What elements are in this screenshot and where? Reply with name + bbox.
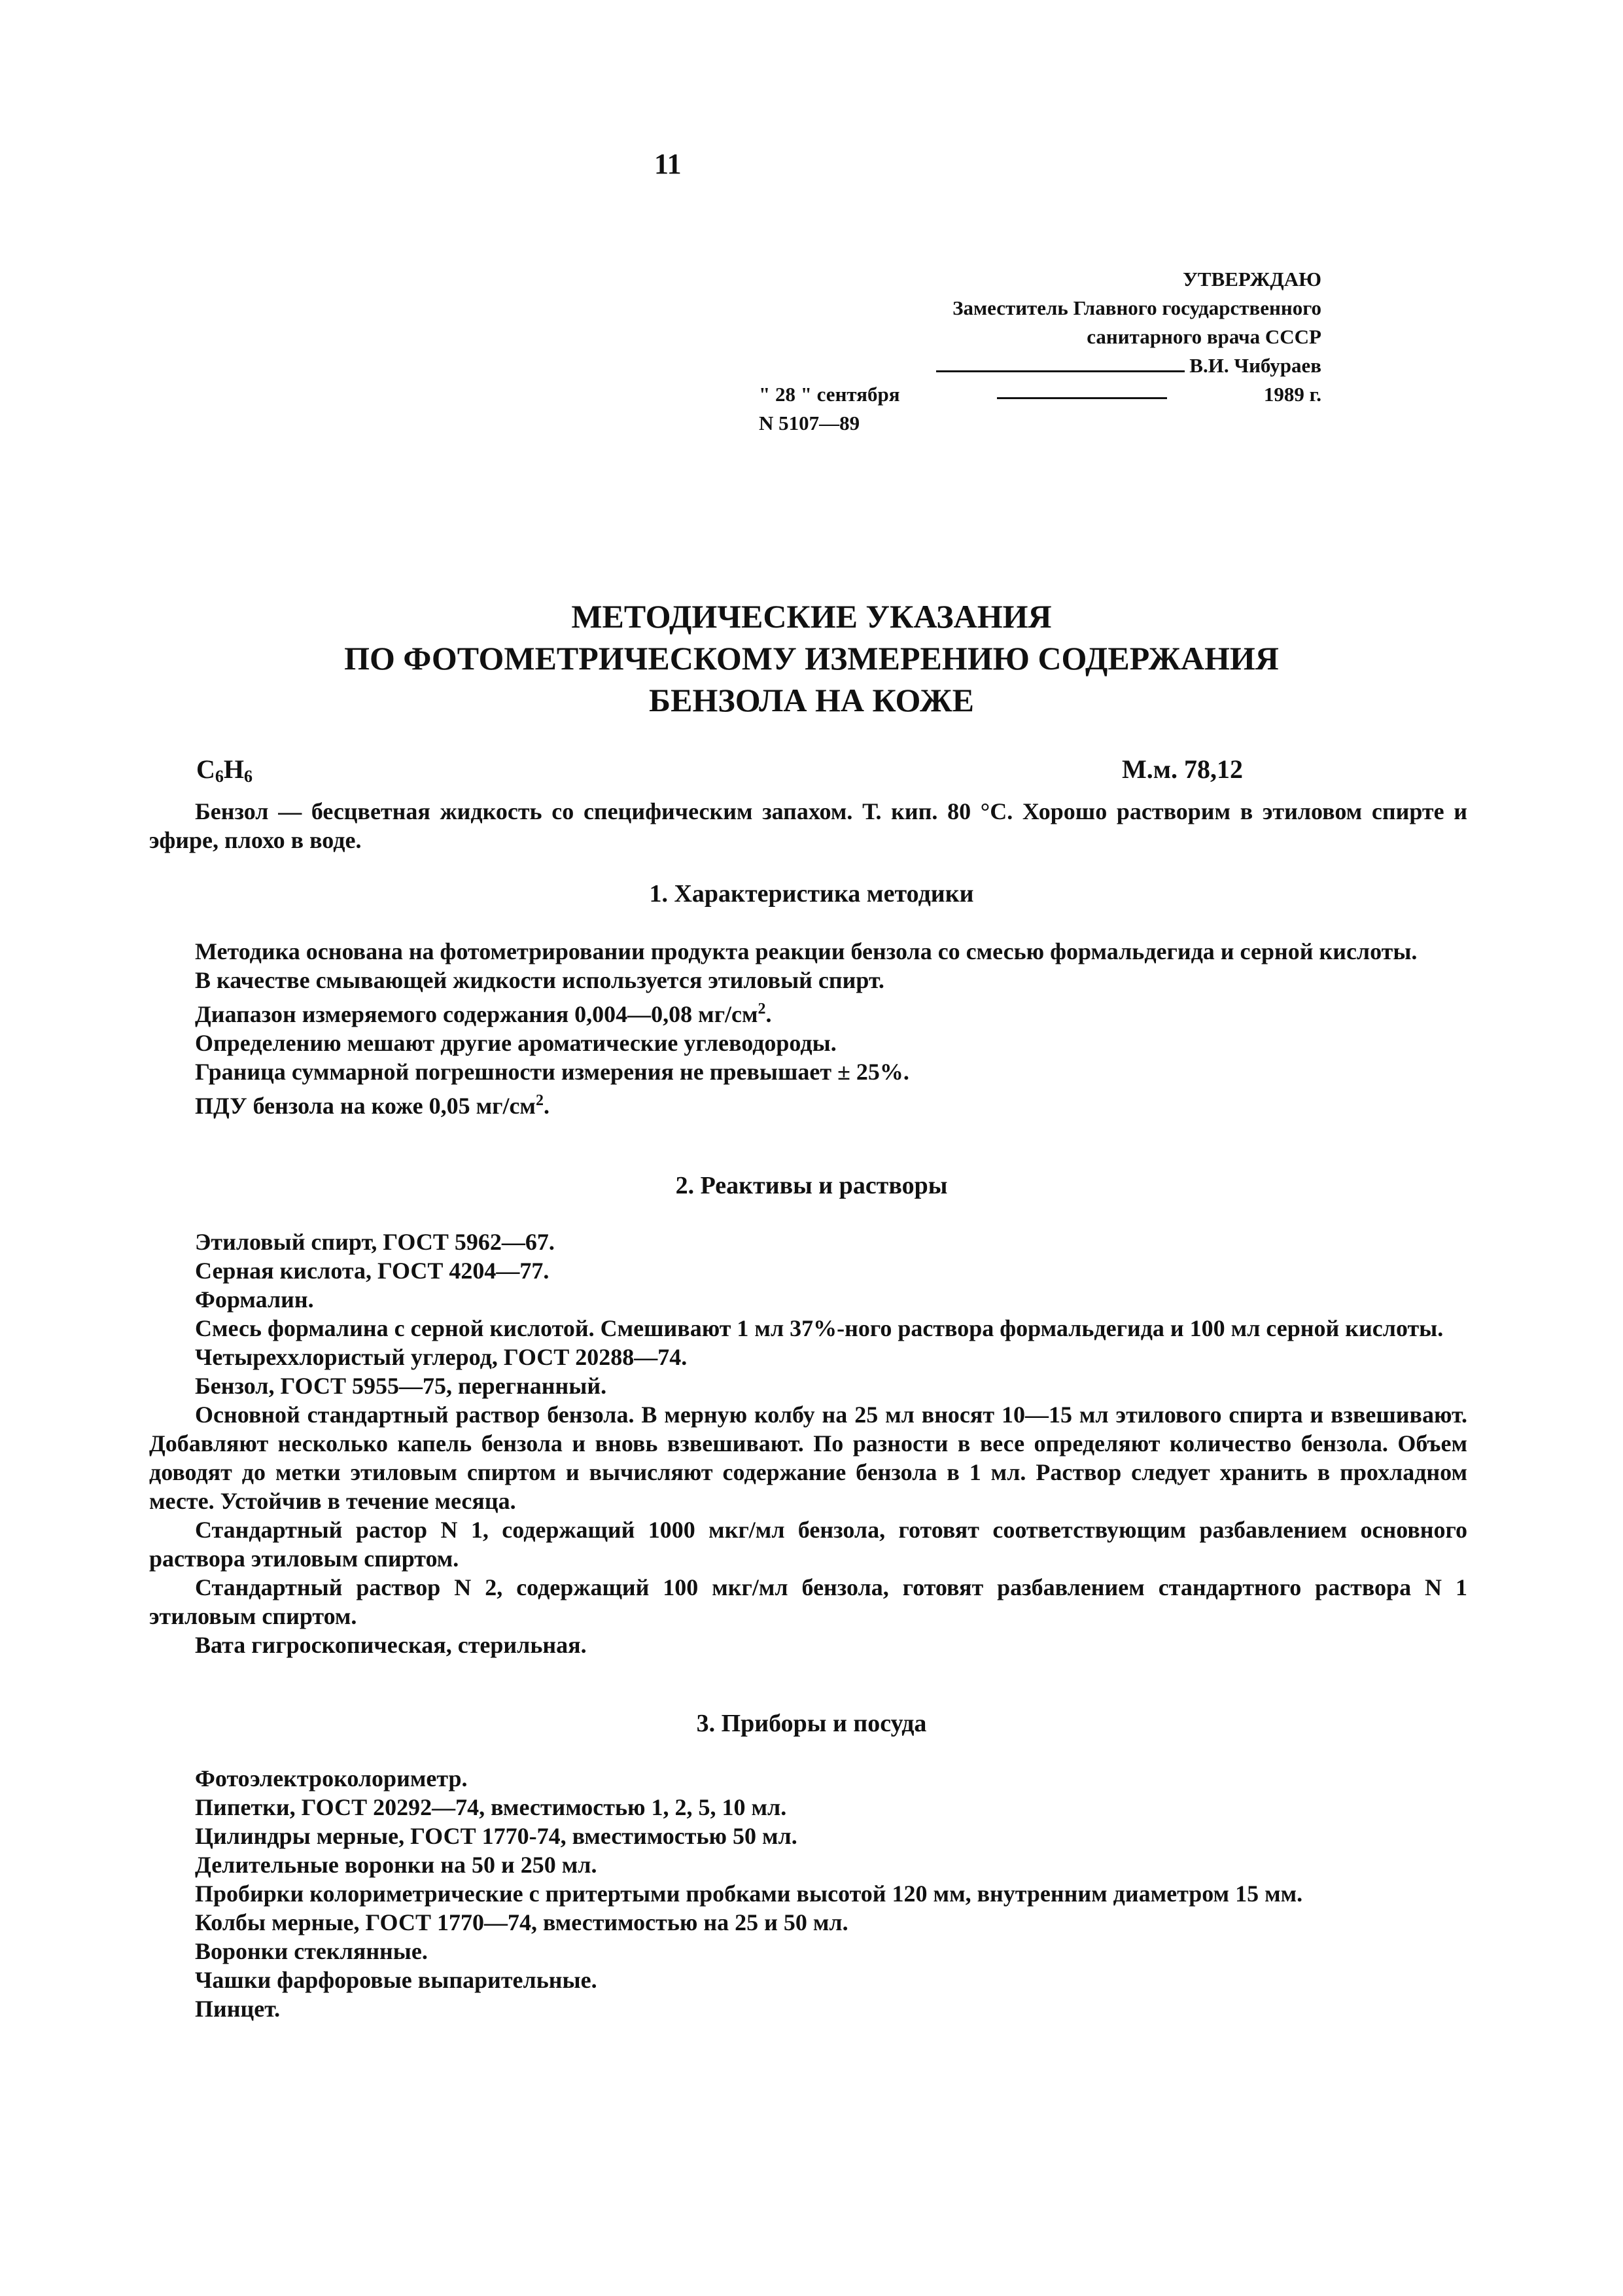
section-3-paragraph: Пробирки колориметрические с притертыми пробками высотой 120 мм, внутренним диаметром 15 мм. xyxy=(195,1881,1303,1907)
document-title xyxy=(0,595,1623,721)
section-2-paragraph: Серная кислота, ГОСТ 4204—77. xyxy=(195,1258,550,1284)
section-1-body xyxy=(149,937,1467,1120)
section-2-paragraph: Бензол, ГОСТ 5955—75, перегнанный. xyxy=(195,1373,607,1399)
section-3-paragraph: Чашки фарфоровые выпарительные. xyxy=(195,1967,597,1993)
section-2-paragraph: Четыреххлористый углерод, ГОСТ 20288—74. xyxy=(195,1344,688,1370)
section-2-heading: 2. Реактивы и растворы xyxy=(675,1172,948,1199)
section-2-body xyxy=(149,1227,1467,1659)
pdu-sup: 2 xyxy=(535,1092,544,1109)
signature-line xyxy=(936,353,1185,372)
range-sup: 2 xyxy=(758,1000,766,1017)
range-end: . xyxy=(765,1001,772,1027)
approval-heading: УТВЕРЖДАЮ xyxy=(1183,268,1321,291)
formula-h-sub: 6 xyxy=(244,767,253,786)
date-line xyxy=(997,380,1167,399)
section-3-paragraph: Пипетки, ГОСТ 20292—74, вместимостью 1, 2, 5, 10 мл. xyxy=(195,1794,787,1820)
section-3-heading: 3. Приборы и посуда xyxy=(696,1710,927,1737)
section-3-body xyxy=(149,1764,1467,2023)
approval-date-year: 1989 г. xyxy=(1263,383,1321,406)
formula-h: H xyxy=(223,754,245,784)
approval-signature-line xyxy=(759,351,1321,380)
section-2-paragraph: Смесь формалина с серной кислотой. Смешивают 1 мл 37%-ного раствора формальдегида и 100 мл серной кислоты. xyxy=(195,1315,1444,1341)
formula-c: C xyxy=(196,754,215,784)
section-3-paragraph: Воронки стеклянные. xyxy=(195,1938,428,1964)
approval-date xyxy=(759,380,1321,409)
pdu-text: ПДУ бензола на коже 0,05 мг/см xyxy=(195,1093,536,1119)
molar-mass: М.м. 78,12 xyxy=(1122,754,1243,784)
section-1-paragraph: В качестве смывающей жидкости используется этиловый спирт. xyxy=(195,967,884,993)
chemical-formula xyxy=(196,754,253,786)
section-1-range xyxy=(149,995,1467,1029)
section-2-paragraph: Формалин. xyxy=(195,1286,314,1313)
section-1-paragraph: Граница суммарной погрешности измерения не превышает ± 25%. xyxy=(195,1059,909,1085)
title-line-3: БЕНЗОЛА НА КОЖЕ xyxy=(649,682,974,718)
section-3-paragraph: Пинцет. xyxy=(195,1996,281,2022)
title-line-1: МЕТОДИЧЕСКИЕ УКАЗАНИЯ xyxy=(571,598,1052,635)
approval-date-day: " 28 " сентября xyxy=(759,383,900,406)
approval-position: Заместитель Главного государственного xyxy=(952,296,1321,319)
section-2-paragraph: Стандартный растор N 1, содержащий 1000 мкг/мл бензола, готовят соответствующим разбавлением основного раствора этиловым спиртом. xyxy=(149,1517,1467,1572)
page-number: 11 xyxy=(654,148,682,180)
approval-number: N 5107—89 xyxy=(759,412,860,434)
section-2-paragraph: Стандартный раствор N 2, содержащий 100 мкг/мл бензола, готовят разбавлением стандартного раствора N 1 этиловым спиртом. xyxy=(149,1574,1467,1629)
section-3-paragraph: Делительные воронки на 50 и 250 мл. xyxy=(195,1852,597,1878)
approval-signer: В.И. Чибураев xyxy=(1189,354,1321,377)
section-1-pdu xyxy=(149,1086,1467,1120)
section-3-paragraph: Колбы мерные, ГОСТ 1770—74, вместимостью на 25 и 50 мл. xyxy=(195,1909,848,1935)
range-text: Диапазон измеряемого содержания 0,004—0,08 мг/см xyxy=(195,1001,758,1027)
intro-paragraph: Бензол — бесцветная жидкость со специфическим запахом. Т. кип. 80 °С. Хорошо растворим в этиловом спирте и эфире, плохо в воде. xyxy=(149,798,1467,853)
section-1-paragraph: Определению мешают другие ароматические углеводороды. xyxy=(195,1030,837,1056)
pdu-end: . xyxy=(543,1093,550,1119)
section-1-paragraph: Методика основана на фотометрировании продукта реакции бензола со смесью формальдегида и серной кислоты. xyxy=(195,938,1418,964)
section-2-paragraph: Основной стандартный раствор бензола. В мерную колбу на 25 мл вносят 10—15 мл этилового спирта и взвешивают. Добавляют несколько капель бензола и вновь взвешивают. По разности в весе определяют количество бензола. Объем доводят до метки этиловым спиртом и вычисляют содержание бензола в 1 мл. Раствор следует хранить в прохладном месте. Устойчив в течение месяца. xyxy=(149,1402,1467,1514)
section-2-paragraph: Вата гигроскопическая, стерильная. xyxy=(195,1632,587,1658)
section-3-paragraph: Фотоэлектроколориметр. xyxy=(195,1765,468,1792)
approval-block xyxy=(759,265,1321,438)
title-line-2: ПО ФОТОМЕТРИЧЕСКОМУ ИЗМЕРЕНИЮ СОДЕРЖАНИЯ xyxy=(344,640,1279,677)
section-1-heading: 1. Характеристика методики xyxy=(649,880,974,908)
section-2-paragraph: Этиловый спирт, ГОСТ 5962—67. xyxy=(195,1229,555,1255)
formula-c-sub: 6 xyxy=(215,767,224,786)
approval-position-2: санитарного врача СССР xyxy=(1087,325,1321,348)
section-3-paragraph: Цилиндры мерные, ГОСТ 1770-74, вместимостью 50 мл. xyxy=(195,1823,797,1849)
intro-text xyxy=(149,797,1467,855)
